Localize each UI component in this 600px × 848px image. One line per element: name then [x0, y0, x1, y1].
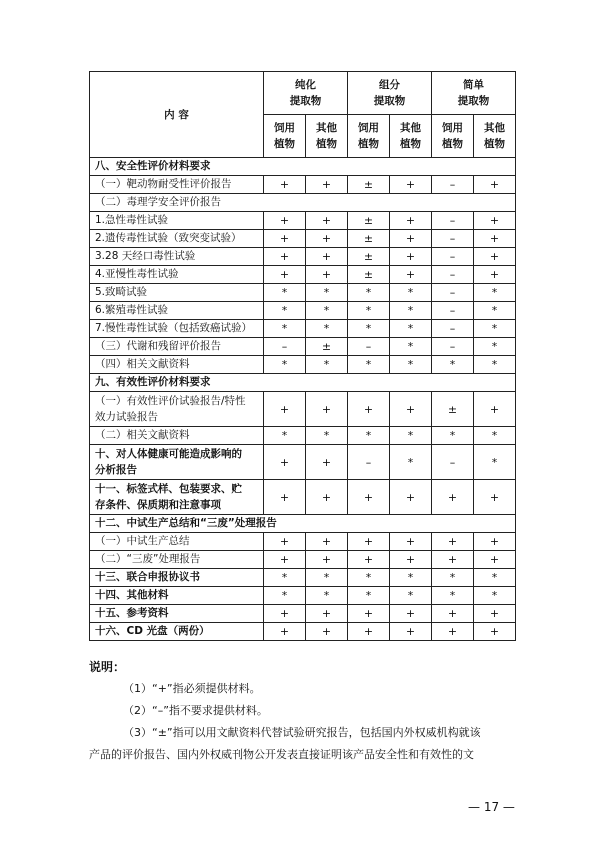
- requirement-mark: *: [432, 587, 474, 605]
- requirement-mark: –: [432, 302, 474, 320]
- requirement-mark: +: [264, 480, 306, 515]
- requirement-mark: +: [390, 212, 432, 230]
- header-row-groups: [90, 72, 516, 115]
- requirement-mark: –: [348, 338, 390, 356]
- requirement-mark: +: [390, 266, 432, 284]
- requirement-mark: +: [264, 392, 306, 427]
- requirement-mark: +: [306, 480, 348, 515]
- subsection-heading: （二）毒理学安全评价报告: [90, 194, 516, 212]
- row-label: [90, 480, 264, 515]
- table-row: [90, 176, 516, 194]
- requirement-mark: +: [390, 533, 432, 551]
- requirement-mark: +: [390, 248, 432, 266]
- row-label: 5.致畸试验: [90, 284, 264, 302]
- requirement-mark: +: [264, 445, 306, 480]
- requirement-mark: *: [474, 320, 516, 338]
- header-sub-line2: 植物: [442, 138, 463, 150]
- requirement-mark: +: [474, 212, 516, 230]
- row-label-line1: 十、对人体健康可能造成影响的: [95, 448, 242, 460]
- header-group-purified: [264, 72, 348, 115]
- requirement-mark: +: [474, 533, 516, 551]
- requirement-mark: +: [306, 551, 348, 569]
- table-row: [90, 515, 516, 533]
- header-sub-cell: [264, 115, 306, 158]
- requirement-mark: *: [264, 302, 306, 320]
- requirement-mark: +: [474, 266, 516, 284]
- table-row: [90, 533, 516, 551]
- table-row: [90, 374, 516, 392]
- header-sub-cell: [432, 115, 474, 158]
- requirement-mark: –: [348, 445, 390, 480]
- requirement-mark: +: [264, 176, 306, 194]
- requirement-mark: ±: [348, 176, 390, 194]
- requirement-mark: +: [306, 533, 348, 551]
- notes-title: 说明：: [89, 660, 126, 674]
- row-label: 6.繁殖毒性试验: [90, 302, 264, 320]
- requirement-mark: *: [348, 587, 390, 605]
- requirement-mark: *: [432, 427, 474, 445]
- requirement-mark: *: [306, 356, 348, 374]
- notes-item: （3）“±”指可以用文献资料代替试验研究报告，包括国内外权威机构就该: [123, 726, 481, 739]
- requirement-mark: +: [306, 605, 348, 623]
- requirement-mark: +: [306, 230, 348, 248]
- requirement-mark: +: [474, 605, 516, 623]
- requirement-mark: –: [432, 266, 474, 284]
- requirement-mark: *: [264, 284, 306, 302]
- requirement-mark: *: [348, 569, 390, 587]
- row-label: （二）“三废”处理报告: [90, 551, 264, 569]
- section-heading: 八、安全性评价材料要求: [90, 158, 516, 176]
- requirement-mark: –: [432, 320, 474, 338]
- header-sub-cell: [474, 115, 516, 158]
- row-label: 7.慢性毒性试验（包括致癌试验）: [90, 320, 264, 338]
- row-label-line2: 分析报告: [95, 464, 137, 476]
- table-row: [90, 445, 516, 480]
- header-sub-line1: 其他: [316, 122, 337, 134]
- requirement-mark: *: [474, 427, 516, 445]
- requirement-mark: +: [306, 248, 348, 266]
- requirement-mark: +: [474, 230, 516, 248]
- requirement-mark: *: [264, 427, 306, 445]
- requirement-mark: *: [306, 320, 348, 338]
- requirement-mark: +: [264, 230, 306, 248]
- notes-item: （2）“–”指不要求提供材料。: [123, 704, 268, 717]
- row-label-line2: 存条件、保质期和注意事项: [95, 499, 221, 511]
- requirement-mark: +: [432, 533, 474, 551]
- requirement-mark: *: [390, 320, 432, 338]
- requirement-mark: *: [306, 569, 348, 587]
- requirement-mark: +: [348, 623, 390, 641]
- requirement-mark: *: [432, 569, 474, 587]
- requirement-mark: +: [390, 551, 432, 569]
- requirement-mark: +: [306, 212, 348, 230]
- requirement-mark: *: [390, 302, 432, 320]
- requirement-mark: +: [474, 248, 516, 266]
- header-content-label: 内 容: [164, 108, 189, 121]
- requirement-mark: *: [474, 338, 516, 356]
- row-label: （三）代谢和残留评价报告: [90, 338, 264, 356]
- requirement-mark: +: [306, 623, 348, 641]
- header-group-line1: 组分: [379, 79, 400, 91]
- header-sub-cell: [390, 115, 432, 158]
- requirement-mark: +: [264, 623, 306, 641]
- requirement-mark: +: [390, 623, 432, 641]
- header-sub-cell: [348, 115, 390, 158]
- requirement-mark: ±: [348, 230, 390, 248]
- requirement-mark: ±: [348, 266, 390, 284]
- requirement-mark: ±: [432, 392, 474, 427]
- notes-block: [89, 656, 529, 766]
- requirement-mark: *: [474, 569, 516, 587]
- requirement-mark: *: [306, 284, 348, 302]
- table-row: [90, 551, 516, 569]
- requirement-mark: +: [432, 623, 474, 641]
- requirement-mark: *: [348, 356, 390, 374]
- header-sub-line1: 饲用: [358, 122, 379, 134]
- requirement-mark: +: [432, 480, 474, 515]
- requirement-mark: –: [432, 230, 474, 248]
- table-row: [90, 605, 516, 623]
- header-group-line1: 纯化: [295, 79, 316, 91]
- header-sub-line2: 植物: [358, 138, 379, 150]
- requirement-mark: –: [432, 248, 474, 266]
- header-content-cell: [90, 72, 264, 158]
- requirement-mark: ±: [348, 212, 390, 230]
- requirement-mark: +: [348, 480, 390, 515]
- requirement-mark: +: [390, 392, 432, 427]
- requirement-mark: *: [264, 587, 306, 605]
- requirement-mark: *: [474, 284, 516, 302]
- row-label: 十四、其他材料: [90, 587, 264, 605]
- row-label: 十六、CD 光盘（两份）: [90, 623, 264, 641]
- requirement-mark: +: [348, 605, 390, 623]
- requirement-mark: *: [390, 284, 432, 302]
- header-sub-line1: 其他: [484, 122, 505, 134]
- requirement-mark: *: [264, 356, 306, 374]
- row-label: （一）靶动物耐受性评价报告: [90, 176, 264, 194]
- row-label: （一）中试生产总结: [90, 533, 264, 551]
- table-row: [90, 587, 516, 605]
- requirement-mark: *: [432, 356, 474, 374]
- header-group-simple: [432, 72, 516, 115]
- requirement-mark: *: [474, 587, 516, 605]
- requirement-mark: *: [474, 302, 516, 320]
- requirement-mark: +: [474, 176, 516, 194]
- table-row: [90, 480, 516, 515]
- requirement-mark: *: [264, 569, 306, 587]
- header-group-line2: 提取物: [289, 95, 322, 107]
- requirement-mark: *: [390, 427, 432, 445]
- requirement-mark: *: [390, 338, 432, 356]
- header-sub-line1: 其他: [400, 122, 421, 134]
- table-row: [90, 569, 516, 587]
- requirement-mark: –: [432, 445, 474, 480]
- header-sub-line1: 饲用: [442, 122, 463, 134]
- row-label: （二）相关文献资料: [90, 427, 264, 445]
- header-group-line2: 提取物: [373, 95, 406, 107]
- requirement-mark: +: [390, 230, 432, 248]
- row-label-line2: 效力试验报告: [95, 411, 158, 423]
- requirement-mark: *: [390, 445, 432, 480]
- requirement-mark: +: [390, 605, 432, 623]
- row-label: [90, 392, 264, 427]
- requirement-mark: *: [306, 587, 348, 605]
- header-sub-line2: 植物: [316, 138, 337, 150]
- requirement-mark: –: [432, 338, 474, 356]
- requirement-mark: *: [390, 356, 432, 374]
- requirement-mark: *: [306, 427, 348, 445]
- table-row: [90, 248, 516, 266]
- header-group-fraction: [348, 72, 432, 115]
- table-row: [90, 266, 516, 284]
- header-sub-line2: 植物: [484, 138, 505, 150]
- table-row: [90, 338, 516, 356]
- requirement-mark: ±: [306, 338, 348, 356]
- requirement-mark: +: [390, 480, 432, 515]
- notes-item: （1）“+”指必须提供材料。: [123, 682, 261, 695]
- requirement-mark: –: [432, 212, 474, 230]
- table-row: [90, 212, 516, 230]
- requirement-mark: *: [264, 320, 306, 338]
- row-label: [90, 445, 264, 480]
- requirement-mark: +: [390, 176, 432, 194]
- row-label: 十五、参考资料: [90, 605, 264, 623]
- requirement-mark: +: [474, 392, 516, 427]
- requirement-mark: ±: [348, 248, 390, 266]
- requirement-mark: +: [348, 392, 390, 427]
- table-row: [90, 356, 516, 374]
- requirement-mark: +: [264, 605, 306, 623]
- header-sub-line2: 植物: [400, 138, 421, 150]
- row-label: 3.28 天经口毒性试验: [90, 248, 264, 266]
- header-sub-cell: [306, 115, 348, 158]
- header-group-line2: 提取物: [457, 95, 490, 107]
- row-label: （四）相关文献资料: [90, 356, 264, 374]
- requirement-mark: –: [432, 284, 474, 302]
- table-row: [90, 284, 516, 302]
- requirement-mark: +: [264, 266, 306, 284]
- table-row: [90, 320, 516, 338]
- header-group-line1: 简单: [463, 79, 484, 91]
- requirement-mark: +: [306, 445, 348, 480]
- requirement-mark: *: [474, 356, 516, 374]
- table-row: [90, 427, 516, 445]
- table-row: [90, 194, 516, 212]
- table-row: [90, 623, 516, 641]
- requirement-mark: +: [348, 533, 390, 551]
- section-heading: 九、有效性评价材料要求: [90, 374, 516, 392]
- requirement-mark: +: [264, 533, 306, 551]
- requirement-mark: *: [390, 587, 432, 605]
- requirement-mark: *: [474, 445, 516, 480]
- requirement-mark: +: [474, 551, 516, 569]
- requirement-mark: +: [348, 551, 390, 569]
- page-number: — 17 —: [468, 800, 515, 814]
- requirement-mark: +: [432, 551, 474, 569]
- requirement-mark: +: [432, 605, 474, 623]
- requirement-mark: *: [348, 302, 390, 320]
- requirement-mark: *: [306, 302, 348, 320]
- requirements-table: [89, 71, 516, 641]
- requirement-mark: *: [348, 320, 390, 338]
- row-label: 4.亚慢性毒性试验: [90, 266, 264, 284]
- row-label: 十三、联合申报协议书: [90, 569, 264, 587]
- requirement-mark: +: [264, 212, 306, 230]
- header-sub-line1: 饲用: [274, 122, 295, 134]
- row-label: 2.遗传毒性试验（致突变试验）: [90, 230, 264, 248]
- requirement-mark: *: [390, 569, 432, 587]
- requirement-mark: +: [474, 623, 516, 641]
- section-heading: 十二、中试生产总结和“三废”处理报告: [90, 515, 516, 533]
- requirement-mark: +: [264, 551, 306, 569]
- table-row: [90, 302, 516, 320]
- table-row: [90, 158, 516, 176]
- requirement-mark: +: [306, 176, 348, 194]
- table-row: [90, 392, 516, 427]
- requirement-mark: *: [348, 284, 390, 302]
- row-label-line1: （一）有效性评价试验报告/特性: [95, 395, 246, 407]
- table-row: [90, 230, 516, 248]
- requirement-mark: +: [306, 392, 348, 427]
- row-label: 1.急性毒性试验: [90, 212, 264, 230]
- row-label-line1: 十一、标签式样、包装要求、贮: [95, 483, 242, 495]
- requirement-mark: +: [474, 480, 516, 515]
- requirement-mark: *: [348, 427, 390, 445]
- header-sub-line2: 植物: [274, 138, 295, 150]
- notes-continuation: 产品的评价报告、国内外权威刊物公开发表直接证明该产品安全性和有效性的文: [89, 748, 474, 761]
- requirement-mark: +: [264, 248, 306, 266]
- requirement-mark: +: [306, 266, 348, 284]
- requirement-mark: –: [432, 176, 474, 194]
- requirement-mark: –: [264, 338, 306, 356]
